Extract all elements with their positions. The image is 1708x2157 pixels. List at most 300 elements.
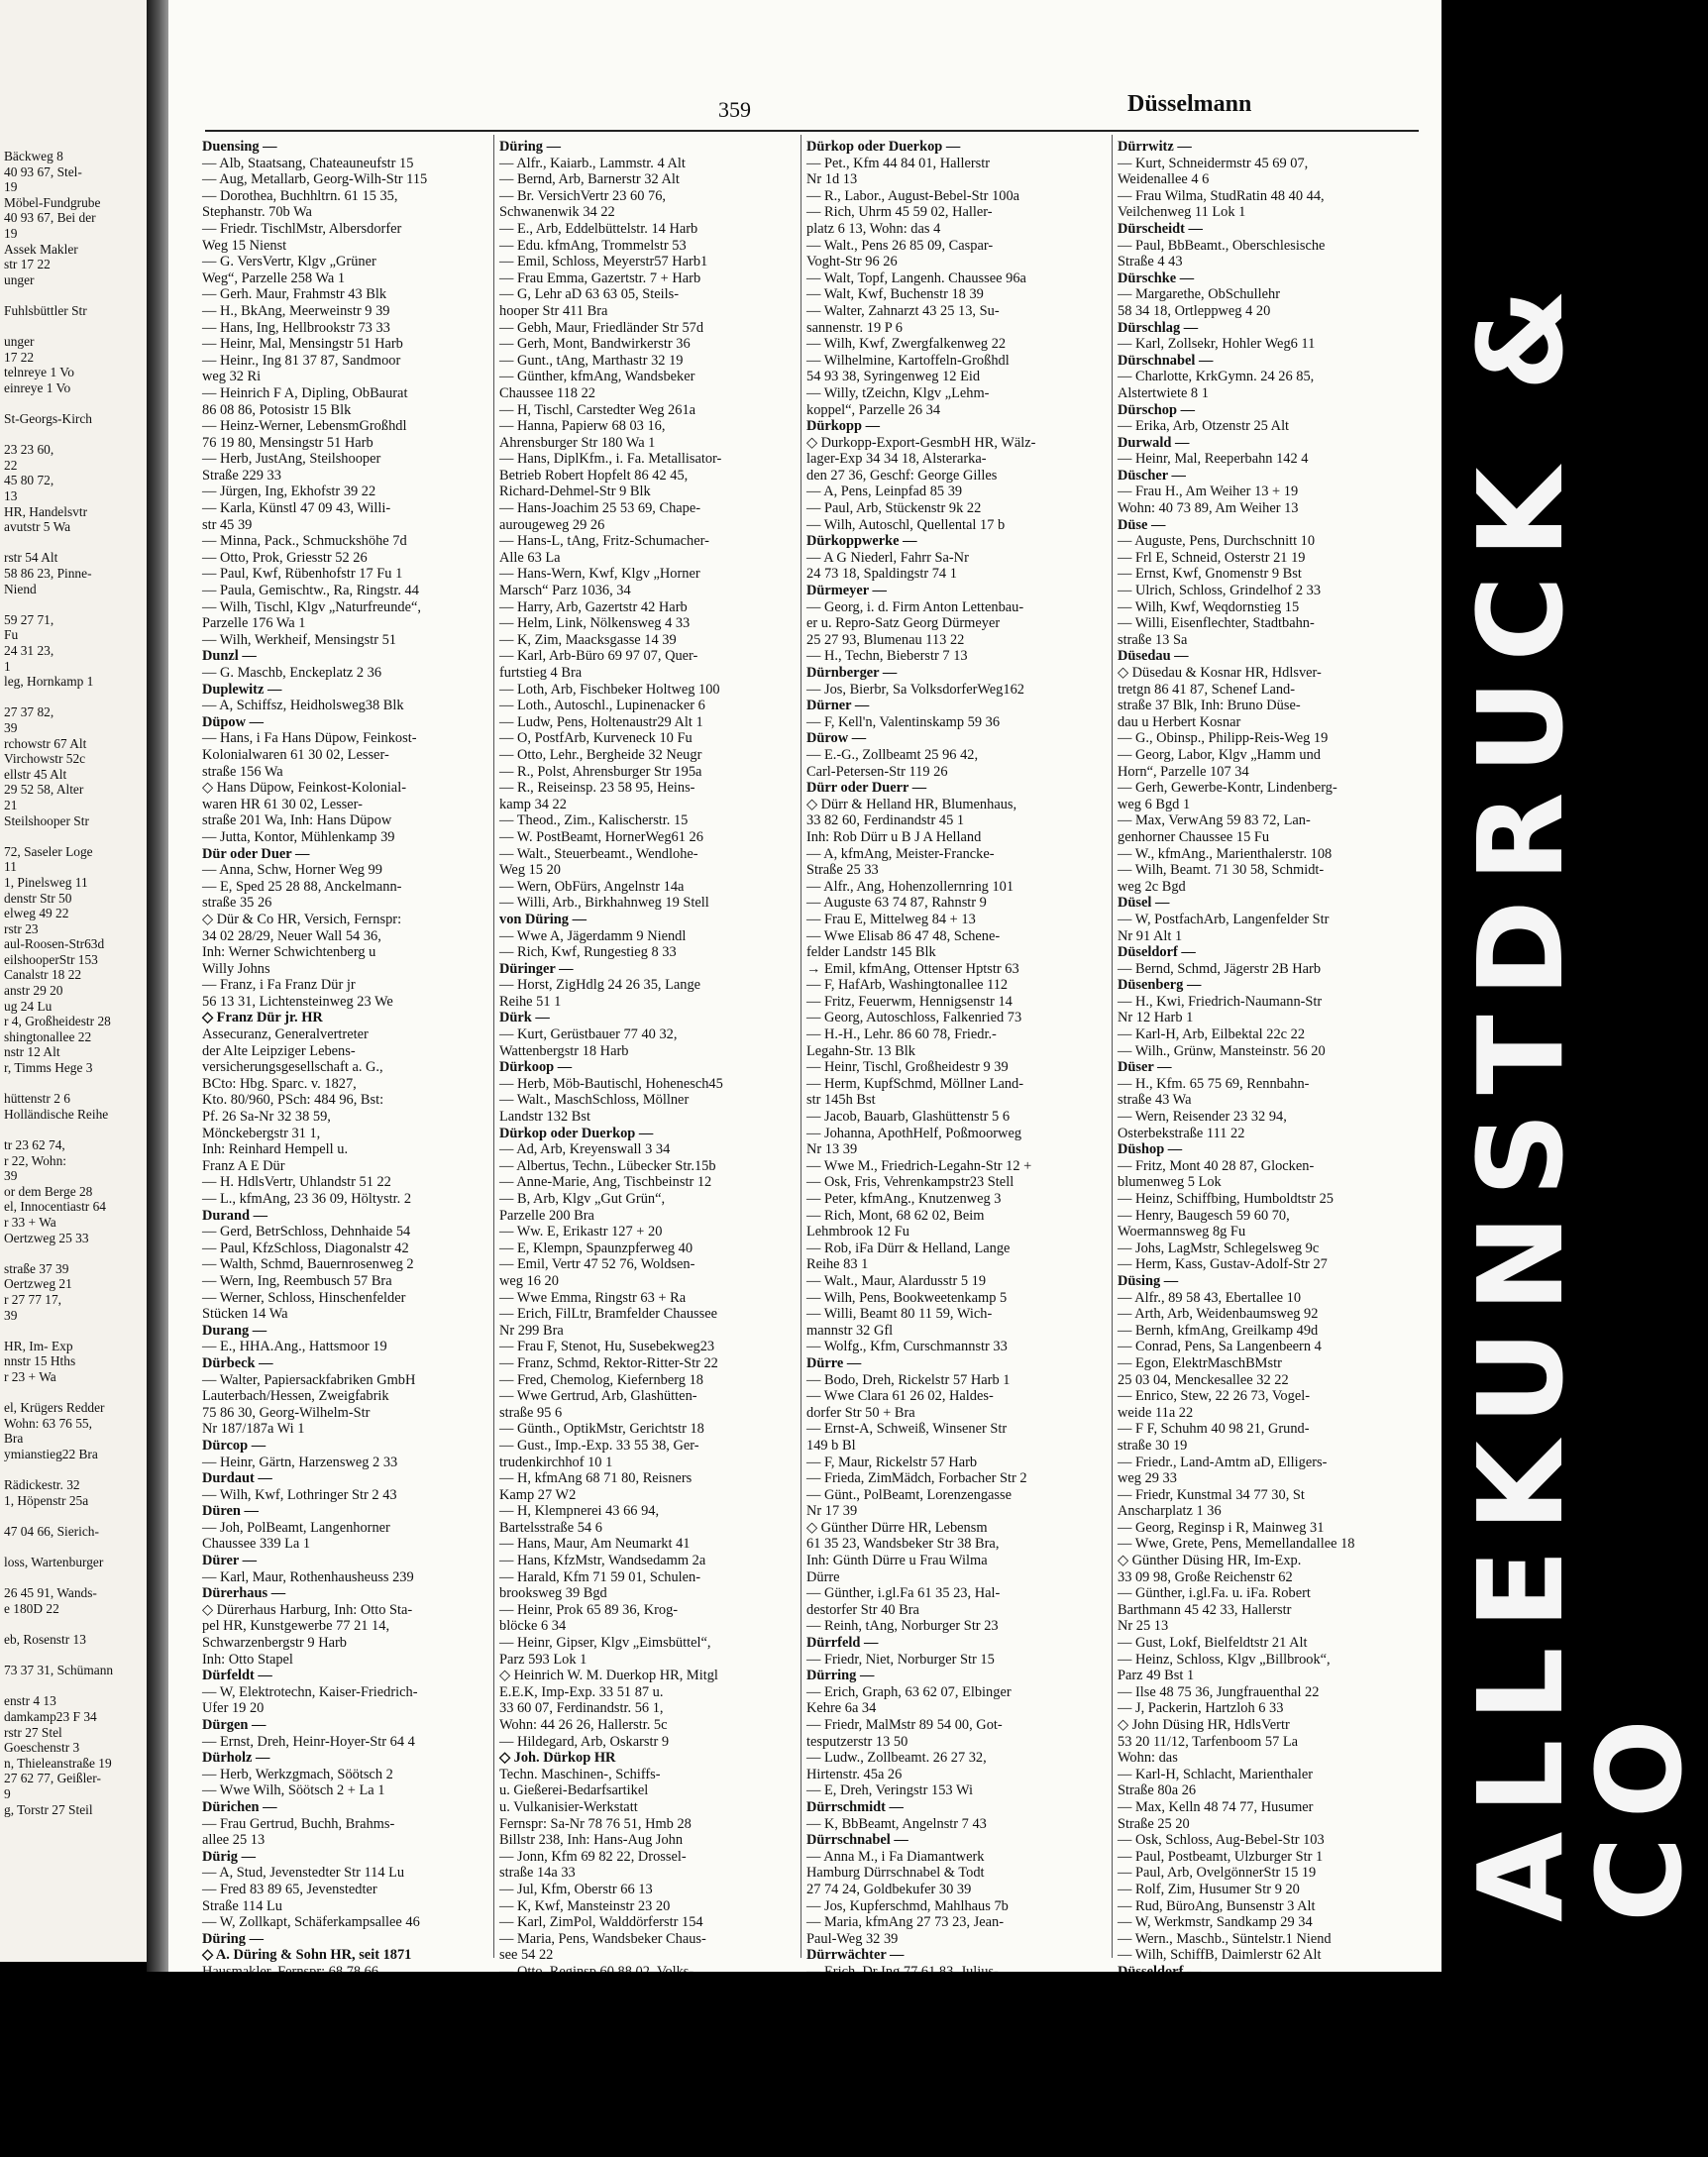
left-page-line: 73 37 31, Schümann bbox=[4, 1663, 114, 1678]
directory-line: — R., Reiseinsp. 23 58 95, Heins- bbox=[499, 780, 695, 797]
directory-line: — Erich, Graph, 63 62 07, Elbinger bbox=[806, 1683, 1012, 1700]
header-rule bbox=[205, 130, 1419, 132]
left-page-line: 9 bbox=[4, 1785, 11, 1801]
directory-line: — Wwe Elisab 86 47 48, Schene- bbox=[806, 927, 1001, 944]
left-page-line: r 27 77 17, bbox=[4, 1291, 62, 1307]
directory-line: — Joh, PolBeamt, Langenhorner bbox=[202, 1519, 390, 1536]
left-page-line bbox=[4, 690, 143, 705]
left-page-line bbox=[4, 396, 143, 412]
directory-line: — Wolfg., Kfm, Curschmannstr 33 bbox=[806, 1339, 1008, 1355]
directory-line: — Harald, Kfm 71 59 01, Schulen- bbox=[499, 1568, 701, 1585]
left-page-line: Holländische Reihe bbox=[4, 1106, 109, 1122]
directory-line: straße 35 26 bbox=[202, 895, 272, 912]
left-page-line bbox=[4, 1648, 143, 1664]
directory-line: — Hans, KfzMstr, Wandsedamm 2a bbox=[499, 1553, 706, 1569]
directory-line: Dürr oder Duerr — bbox=[806, 780, 927, 797]
directory-line: Durand — bbox=[202, 1207, 267, 1224]
left-page-line bbox=[4, 1076, 143, 1092]
directory-line: Dürrschmidt — bbox=[806, 1798, 904, 1815]
directory-line: — Franz, Schmd, Rektor-Ritter-Str 22 bbox=[499, 1354, 718, 1371]
directory-line: — Fritz, Feuerwm, Hennigsenstr 14 bbox=[806, 993, 1013, 1010]
directory-line: Franz A E Dür bbox=[202, 1157, 285, 1174]
directory-line: — Frl E, Schneid, Osterstr 21 19 bbox=[1118, 549, 1306, 566]
directory-line: — Frieda, ZimMädch, Forbacher Str 2 bbox=[806, 1470, 1027, 1487]
directory-line: — Gerh, Mont, Bandwirkerstr 36 bbox=[499, 336, 691, 353]
directory-line: — W, Elektrotechn, Kaiser-Friedrich- bbox=[202, 1683, 418, 1700]
directory-line: ◇ Dürr & Helland HR, Blumenhaus, bbox=[806, 796, 1017, 812]
directory-line: allee 25 13 bbox=[202, 1832, 266, 1849]
left-page-line bbox=[4, 1616, 143, 1632]
directory-line: — Franz, i Fa Franz Dür jr bbox=[202, 977, 356, 994]
directory-line: brooksweg 39 Bgd bbox=[499, 1585, 607, 1602]
directory-line: — Heinr, Mal, Reeperbahn 142 4 bbox=[1118, 451, 1309, 468]
directory-line: — Hans-Wern, Kwf, Klgv „Horner bbox=[499, 566, 700, 583]
directory-line: blöcke 6 34 bbox=[499, 1618, 567, 1635]
directory-line: — Walt., MaschSchloss, Möllner bbox=[499, 1092, 690, 1109]
left-page-line bbox=[4, 427, 143, 443]
directory-line: ◇ Franz Dür jr. HR bbox=[202, 1010, 323, 1026]
directory-line: Düringer — bbox=[499, 960, 574, 977]
directory-line: ◇ Dür & Co HR, Versich, Fernspr: bbox=[202, 911, 402, 927]
directory-line: den 27 36, Geschf: George Gilles bbox=[806, 467, 998, 484]
directory-line: — Rud, BüroAng, Bunsenstr 3 Alt bbox=[1118, 1897, 1316, 1914]
left-page-line bbox=[4, 1245, 143, 1261]
directory-line: — W, PostfachArb, Langenfelder Str bbox=[1118, 911, 1330, 927]
directory-line: — Friedr, MalMstr 89 54 00, Got- bbox=[806, 1717, 1003, 1733]
directory-line: u. Gießerei-Bedarfsartikel bbox=[499, 1782, 649, 1799]
directory-line: — O, PostfArb, Kurveneck 10 Fu bbox=[499, 730, 693, 747]
left-page-line: rstr 23 bbox=[4, 920, 39, 936]
directory-line: — Karl, Arb-Büro 69 97 07, Quer- bbox=[499, 648, 698, 665]
directory-line: — Alfr., Kaiarb., Lammstr. 4 Alt bbox=[499, 155, 686, 171]
directory-line: Weg 15 Nienst bbox=[202, 237, 287, 254]
directory-line: Inh: Günth Dürre u Frau Wilma bbox=[806, 1553, 988, 1569]
directory-line: — Rich, Kwf, Rungestieg 8 33 bbox=[499, 944, 677, 961]
directory-line: — Frau Wilma, StudRatin 48 40 44, bbox=[1118, 187, 1325, 204]
directory-line: Inh: Reinhard Hempell u. bbox=[202, 1141, 349, 1158]
left-page-line: 23 23 60, bbox=[4, 442, 54, 458]
directory-line: blumenweg 5 Lok bbox=[1118, 1174, 1222, 1191]
directory-line: — Walt, Kwf, Buchenstr 18 39 bbox=[806, 286, 984, 303]
directory-line: — Gust, Lokf, Bielfeldtstr 21 Alt bbox=[1118, 1635, 1308, 1652]
left-page-line: 22 bbox=[4, 457, 18, 473]
directory-line: Straße 25 33 bbox=[806, 862, 879, 879]
directory-line: weg 32 Ri bbox=[202, 369, 262, 385]
directory-line: 58 34 18, Ortleppweg 4 20 bbox=[1118, 302, 1271, 319]
directory-line: — Osk, Fris, Vehrenkampstr23 Stell bbox=[806, 1174, 1014, 1191]
directory-line: Nr 13 39 bbox=[806, 1141, 858, 1158]
directory-line: E.E.K, Imp-Exp. 33 51 87 u. bbox=[499, 1683, 664, 1700]
page-edge-printing bbox=[1441, 0, 1708, 1982]
directory-line: — Heinr, Gärtn, Harzensweg 2 33 bbox=[202, 1454, 398, 1470]
left-page-line bbox=[4, 1385, 143, 1401]
directory-line: — Maria, Pens, Wandsbeker Chaus- bbox=[499, 1930, 706, 1947]
directory-line: — Fred 83 89 65, Jevenstedter bbox=[202, 1881, 377, 1897]
directory-line: — Wilh, Werkheif, Mensingstr 51 bbox=[202, 631, 396, 648]
left-page-line: damkamp23 F 34 bbox=[4, 1708, 97, 1724]
directory-line: — Rob, iFa Dürr & Helland, Lange bbox=[806, 1240, 1011, 1256]
directory-line: Duplewitz — bbox=[202, 681, 282, 698]
directory-line: Richard-Dehmel-Str 9 Blk bbox=[499, 484, 651, 500]
left-page-line bbox=[4, 828, 143, 844]
directory-line: Osterbekstraße 111 22 bbox=[1118, 1125, 1245, 1141]
directory-line: ◇ Günther Düsing HR, Im-Exp. bbox=[1118, 1553, 1302, 1569]
directory-line: — Wwe A, Jägerdamm 9 Niendl bbox=[499, 927, 687, 944]
directory-line: ◇ Hans Düpow, Feinkost-Kolonial- bbox=[202, 780, 406, 797]
directory-line: Düsing — bbox=[1118, 1272, 1179, 1289]
directory-line: Assecuranz, Generalvertreter bbox=[202, 1026, 369, 1043]
directory-line: Dürholz — bbox=[202, 1750, 270, 1767]
directory-line: Nr 12 Harb 1 bbox=[1118, 1010, 1194, 1026]
directory-line: Kamp 27 W2 bbox=[499, 1486, 577, 1503]
left-page-line: 39 bbox=[4, 1307, 18, 1323]
directory-line: — Wilh., Grünw, Mansteinstr. 56 20 bbox=[1118, 1042, 1326, 1059]
directory-line: Ufer 19 20 bbox=[202, 1700, 265, 1717]
directory-line: Nr 187/187a Wi 1 bbox=[202, 1421, 305, 1438]
directory-line: — Karl, Zollsekr, Hohler Weg6 11 bbox=[1118, 336, 1316, 353]
directory-line: — Wilh, Kwf, Lothringer Str 2 43 bbox=[202, 1486, 397, 1503]
directory-line: Nr 299 Bra bbox=[499, 1322, 564, 1339]
column-divider bbox=[493, 135, 494, 1958]
directory-line: — Frau F, Stenot, Hu, Susebekweg23 bbox=[499, 1339, 715, 1355]
directory-line: — E., HHA.Ang., Hattsmoor 19 bbox=[202, 1339, 387, 1355]
directory-line: straße 95 6 bbox=[499, 1404, 563, 1421]
left-page-line: Bäckweg 8 bbox=[4, 149, 63, 163]
directory-line: — Walt., Steuerbeamt., Wendlohe- bbox=[499, 845, 698, 862]
directory-line: — Heinz, Schloss, Klgv „Billbrook“, bbox=[1118, 1651, 1331, 1668]
directory-line: BCto: Hbg. Sparc. v. 1827, bbox=[202, 1075, 357, 1092]
directory-line: koppel“, Parzelle 26 34 bbox=[806, 401, 941, 418]
left-page-line: 1, Höpenstr 25a bbox=[4, 1492, 89, 1508]
left-page-line: HR, Handelsvtr bbox=[4, 503, 88, 519]
directory-line: — Osk, Schloss, Aug-Bebel-Str 103 bbox=[1118, 1832, 1325, 1849]
left-page-line: Niend bbox=[4, 581, 37, 596]
directory-line: — Günther, kfmAng, Wandsbeker bbox=[499, 369, 695, 385]
left-page-line: r 23 + Wa bbox=[4, 1368, 56, 1384]
directory-line: — Günther, i.gl.Fa. u. iFa. Robert bbox=[1118, 1585, 1311, 1602]
directory-line: Düsel — bbox=[1118, 895, 1170, 912]
directory-line: — Dorothea, Buchhltrn. 61 15 35, bbox=[202, 187, 398, 204]
directory-line: Techn. Maschinen-, Schiffs- bbox=[499, 1766, 661, 1782]
directory-line: der Alte Leipziger Lebens- bbox=[202, 1042, 356, 1059]
directory-line: — F, Maur, Rickelstr 57 Harb bbox=[806, 1454, 978, 1470]
left-page-line: Wohn: 63 76 55, bbox=[4, 1415, 92, 1431]
directory-line: — F, HafArb, Washingtonallee 112 bbox=[806, 977, 1009, 994]
directory-line: — Wwe Wilh, Söötsch 2 + La 1 bbox=[202, 1782, 385, 1799]
directory-line: — Alfr., Ang, Hohenzollernring 101 bbox=[806, 878, 1014, 895]
directory-line: Dürkop oder Duerkop — bbox=[499, 1125, 654, 1141]
directory-line: straße 201 Wa, Inh: Hans Düpow bbox=[202, 812, 392, 829]
directory-line: — Hanna, Papierw 68 03 16, bbox=[499, 418, 666, 435]
left-page-line: 1 bbox=[4, 658, 11, 674]
directory-line: Nr 91 Alt 1 bbox=[1118, 927, 1183, 944]
directory-line: — Friedr, Niet, Norburger Str 15 bbox=[806, 1651, 995, 1668]
directory-line: — Gebh, Maur, Friedländer Str 57d bbox=[499, 319, 704, 336]
directory-line: ◇ John Düsing HR, HdlsVertr bbox=[1118, 1717, 1290, 1733]
directory-line: Kolonialwaren 61 30 02, Lesser- bbox=[202, 746, 389, 763]
directory-line: Durwald — bbox=[1118, 434, 1190, 451]
directory-line: Straße 114 Lu bbox=[202, 1897, 282, 1914]
directory-line: Marsch“ Parz 1036, 34 bbox=[499, 583, 631, 599]
directory-line: — Heinrich F A, Dipling, ObBaurat bbox=[202, 384, 408, 401]
directory-line: — Karl-H, Arb, Eilbektal 22c 22 bbox=[1118, 1026, 1306, 1043]
directory-line: — Karl, Maur, Rothenhausheuss 239 bbox=[202, 1568, 414, 1585]
directory-line: Alstertwiete 8 1 bbox=[1118, 384, 1209, 401]
directory-line: Dürschop — bbox=[1118, 401, 1195, 418]
directory-line: kamp 34 22 bbox=[499, 796, 567, 812]
left-page-line bbox=[4, 1570, 143, 1586]
directory-line: Chaussee 118 22 bbox=[499, 384, 595, 401]
left-page-line: r 33 + Wa bbox=[4, 1214, 56, 1230]
directory-line: — W., kfmAng., Marienthalerstr. 108 bbox=[1118, 845, 1333, 862]
directory-line: — Walt., Maur, Alardusstr 5 19 bbox=[806, 1272, 987, 1289]
directory-line: mannstr 32 Gfl bbox=[806, 1322, 894, 1339]
directory-line: waren HR 61 30 02, Lesser- bbox=[202, 796, 363, 812]
directory-line: Dürgen — bbox=[202, 1717, 267, 1733]
directory-line: — Karl-H, Schlacht, Marienthaler bbox=[1118, 1766, 1313, 1782]
directory-line: Duensing — bbox=[202, 139, 277, 155]
directory-line: Wattenbergstr 18 Harb bbox=[499, 1042, 629, 1059]
left-page-line: straße 37 39 bbox=[4, 1260, 69, 1276]
left-page-line: Fu bbox=[4, 627, 19, 643]
left-page-line: n, Thieleanstraße 19 bbox=[4, 1755, 112, 1771]
left-page-line bbox=[4, 1508, 143, 1524]
directory-column-1 bbox=[202, 139, 484, 2046]
directory-line: — Günther, i.gl.Fa 61 35 23, Hal- bbox=[806, 1585, 1001, 1602]
directory-line: — G, Lehr aD 63 63 05, Steils- bbox=[499, 286, 680, 303]
directory-line: Dürow — bbox=[806, 730, 867, 747]
directory-line: Schwanenwik 34 22 bbox=[499, 204, 615, 221]
running-head: Düsselmann bbox=[1127, 91, 1252, 117]
directory-line: — Heinr, Tischl, Großheidestr 9 39 bbox=[806, 1059, 1009, 1076]
left-page-line: e 180D 22 bbox=[4, 1600, 59, 1616]
directory-line: Parzelle 200 Bra bbox=[499, 1207, 594, 1224]
directory-line: — Hans, Maur, Am Neumarkt 41 bbox=[499, 1536, 691, 1553]
directory-line: — Loth, Arb, Fischbeker Holtweg 100 bbox=[499, 681, 720, 698]
directory-line: — H, kfmAng 68 71 80, Reisners bbox=[499, 1470, 693, 1487]
directory-line: — Otto, Lehr., Bergheide 32 Neugr bbox=[499, 746, 702, 763]
left-page-line: r 22, Wohn: bbox=[4, 1152, 67, 1168]
directory-line: — H., Kwi, Friedrich-Naumann-Str bbox=[1118, 993, 1323, 1010]
directory-line: — G., Obinsp., Philipp-Reis-Weg 19 bbox=[1118, 730, 1329, 747]
directory-line: Dürkoop — bbox=[499, 1059, 573, 1076]
directory-line: — Margarethe, ObSchullehr bbox=[1118, 286, 1280, 303]
directory-line: — Herb, Werkzgmach, Söötsch 2 bbox=[202, 1766, 393, 1782]
left-page-line: 40 93 67, Bei der bbox=[4, 210, 96, 226]
directory-line: — Jacob, Bauarb, Glashüttenstr 5 6 bbox=[806, 1109, 1011, 1126]
directory-line: Billstr 238, Inh: Hans-Aug John bbox=[499, 1832, 684, 1849]
left-page-line: 19 bbox=[4, 179, 18, 195]
directory-line: Düring — bbox=[202, 1930, 264, 1947]
directory-line: Hamburg Dürrschnabel & Todt bbox=[806, 1865, 985, 1882]
directory-line: — A, Pens, Leinpfad 85 39 bbox=[806, 484, 963, 500]
directory-line: 33 82 60, Ferdinandstr 45 1 bbox=[806, 812, 965, 829]
directory-line: — Friedr, Kunstmal 34 77 30, St bbox=[1118, 1486, 1305, 1503]
directory-line: — H, Tischl, Carstedter Weg 261a bbox=[499, 401, 696, 418]
directory-line: — Hans, DiplKfm., i. Fa. Metallisator- bbox=[499, 451, 722, 468]
directory-line: — K, BbBeamt, Angelnstr 7 43 bbox=[806, 1815, 987, 1832]
directory-line: — Kurt, Schneidermstr 45 69 07, bbox=[1118, 155, 1309, 171]
directory-line: — Walth, Schmd, Bauernrosenweg 2 bbox=[202, 1256, 414, 1273]
directory-line: 86 08 86, Potosistr 15 Blk bbox=[202, 401, 352, 418]
left-page-line: rstr 27 Stel bbox=[4, 1724, 62, 1740]
directory-line: Dürrwitz — bbox=[1118, 139, 1192, 155]
directory-line: — Gerh. Maur, Frahmstr 43 Blk bbox=[202, 286, 387, 303]
directory-line: — Günt., PolBeamt, Lorenzengasse bbox=[806, 1486, 1013, 1503]
left-page-line: hüttenstr 2 6 bbox=[4, 1091, 70, 1107]
directory-line: Düsedau — bbox=[1118, 648, 1189, 665]
directory-line: er u. Repro-Satz Georg Dürmeyer bbox=[806, 615, 1001, 632]
directory-line: 61 35 23, Wandsbeker Str 38 Bra, bbox=[806, 1536, 1000, 1553]
directory-line: — Minna, Pack., Schmuckshöhe 7d bbox=[202, 533, 407, 550]
directory-line: Dürrschnabel — bbox=[806, 1832, 908, 1849]
directory-line: Dürschnabel — bbox=[1118, 352, 1214, 369]
directory-line: — Gust., Imp.-Exp. 33 55 38, Ger- bbox=[499, 1437, 699, 1454]
directory-line: lager-Exp 34 34 18, Alsterarka- bbox=[806, 451, 987, 468]
directory-line: — Pet., Kfm 44 84 01, Hallerstr bbox=[806, 155, 991, 171]
directory-line: Dürfeldt — bbox=[202, 1668, 272, 1684]
directory-line: — Wilh, Tischl, Klgv „Naturfreunde“, bbox=[202, 598, 421, 615]
left-page-line: g, Torstr 27 Steil bbox=[4, 1801, 93, 1817]
directory-line: — Heinz, Schiffbing, Humboldtstr 25 bbox=[1118, 1191, 1334, 1207]
directory-line: — Alfr., 89 58 43, Ebertallee 10 bbox=[1118, 1289, 1302, 1306]
directory-line: — Rich, Uhrm 45 59 02, Haller- bbox=[806, 204, 993, 221]
directory-line: — Bernd, Schmd, Jägerstr 2B Harb bbox=[1118, 960, 1322, 977]
directory-line: weg 16 20 bbox=[499, 1272, 559, 1289]
directory-line: — Heinr, Mal, Mensingstr 51 Harb bbox=[202, 336, 403, 353]
left-page-line bbox=[4, 1461, 143, 1477]
left-page-line bbox=[4, 1539, 143, 1555]
left-page-line: shingtonallee 22 bbox=[4, 1028, 92, 1044]
directory-line: tesputzerstr 13 50 bbox=[806, 1733, 908, 1750]
directory-line: — Herb, JustAng, Steilshooper bbox=[202, 451, 381, 468]
directory-line: — Paul, Postbeamt, Ulzburger Str 1 bbox=[1118, 1848, 1324, 1865]
directory-line: see 54 22 bbox=[499, 1947, 554, 1964]
directory-line: Durdaut — bbox=[202, 1470, 272, 1487]
directory-line: — W, Werkmstr, Sandkamp 29 34 bbox=[1118, 1914, 1313, 1931]
directory-line: straße 43 Wa bbox=[1118, 1092, 1192, 1109]
directory-line: — Wwe, Grete, Pens, Memellandallee 18 bbox=[1118, 1536, 1355, 1553]
left-page-line: aul-Roosen-Str63d bbox=[4, 936, 105, 952]
directory-line: Dürbeck — bbox=[202, 1354, 273, 1371]
directory-line: — Loth., Autoschl., Lupinenacker 6 bbox=[499, 698, 705, 714]
directory-line: — Heinr, Prok 65 89 36, Krog- bbox=[499, 1601, 679, 1618]
left-page-line: el, Innocentiastr 64 bbox=[4, 1199, 106, 1215]
directory-line: Dunzl — bbox=[202, 648, 257, 665]
left-page-line: str 17 22 bbox=[4, 257, 51, 272]
left-page-line: Assek Makler bbox=[4, 241, 78, 257]
directory-line: — Herm, Kass, Gustav-Adolf-Str 27 bbox=[1118, 1256, 1328, 1273]
directory-line: — Rich, Mont, 68 62 02, Beim bbox=[806, 1207, 985, 1224]
directory-line: 53 20 11/12, Tarfenboom 57 La bbox=[1118, 1733, 1299, 1750]
directory-line: — Rolf, Zim, Husumer Str 9 20 bbox=[1118, 1881, 1300, 1897]
directory-line: Dür oder Duer — bbox=[202, 845, 310, 862]
directory-line: Dürre bbox=[806, 1568, 840, 1585]
directory-line: — Günth., OptikMstr, Gerichtstr 18 bbox=[499, 1421, 704, 1438]
left-page-line: leg, Hornkamp 1 bbox=[4, 674, 94, 690]
left-page-line: eilshooperStr 153 bbox=[4, 951, 98, 967]
directory-line: Dürkopp — bbox=[806, 418, 880, 435]
directory-line: Ahrensburger Str 180 Wa 1 bbox=[499, 434, 656, 451]
directory-line: — K, Kwf, Mansteinstr 23 20 bbox=[499, 1897, 671, 1914]
directory-line: — Theod., Zim., Kalischerstr. 15 bbox=[499, 812, 689, 829]
directory-line: — Frau Emma, Gazertstr. 7 + Harb bbox=[499, 270, 701, 286]
directory-line: pel HR, Kunstgewerbe 77 21 14, bbox=[202, 1618, 390, 1635]
directory-line: Dürschke — bbox=[1118, 270, 1195, 286]
directory-line: Landstr 132 Bst bbox=[499, 1109, 590, 1126]
directory-line: Voght-Str 96 26 bbox=[806, 254, 898, 270]
directory-line: Dürichen — bbox=[202, 1798, 277, 1815]
directory-line: — Max, Kelln 48 74 77, Husumer bbox=[1118, 1798, 1314, 1815]
directory-line: Willy Johns bbox=[202, 960, 270, 977]
directory-line: weg 2c Bgd bbox=[1118, 878, 1186, 895]
directory-line: Straße 80a 26 bbox=[1118, 1782, 1197, 1799]
left-page-line: Oertzweg 21 bbox=[4, 1276, 72, 1292]
scan-background bbox=[0, 1972, 1585, 2157]
directory-line: — Georg, Reginsp i R, Mainweg 31 bbox=[1118, 1519, 1325, 1536]
directory-line: — Georg, i. d. Firm Anton Lettenbau- bbox=[806, 598, 1024, 615]
left-page-line: enstr 4 13 bbox=[4, 1693, 56, 1709]
directory-line: — Walter, Papiersackfabriken GmbH bbox=[202, 1371, 416, 1388]
directory-line: Lehmbrook 12 Fu bbox=[806, 1224, 909, 1240]
directory-line: — H. HdlsVertr, Uhlandstr 51 22 bbox=[202, 1174, 391, 1191]
directory-line: 27 74 24, Goldbekufer 30 39 bbox=[806, 1881, 972, 1897]
directory-line: Stücken 14 Wa bbox=[202, 1306, 288, 1323]
left-page-line: loss, Wartenburger bbox=[4, 1555, 104, 1570]
directory-line: — Hans-Joachim 25 53 69, Chape- bbox=[499, 500, 701, 517]
directory-line: Nr 1d 13 bbox=[806, 171, 858, 188]
left-page-line: 29 52 58, Alter bbox=[4, 782, 84, 798]
left-page-line: 39 bbox=[4, 1168, 18, 1184]
left-page-line: 13 bbox=[4, 488, 18, 504]
directory-line: Düsenberg — bbox=[1118, 977, 1202, 994]
directory-line: furtstieg 4 Bra bbox=[499, 665, 583, 681]
directory-line: Kto. 80/960, PSch: 484 96, Bst: bbox=[202, 1092, 384, 1109]
directory-line: — L., kfmAng, 23 36 09, Höltystr. 2 bbox=[202, 1191, 412, 1207]
directory-line: — Werner, Schloss, Hinschenfelder bbox=[202, 1289, 406, 1306]
left-page-line: ug 24 Lu bbox=[4, 998, 53, 1014]
directory-line: — Wwe Emma, Ringstr 63 + Ra bbox=[499, 1289, 687, 1306]
left-page-line bbox=[4, 535, 143, 551]
directory-line: — Gerd, BetrSchloss, Dehnhaide 54 bbox=[202, 1224, 411, 1240]
left-page-line: Möbel-Fundgrube bbox=[4, 194, 101, 210]
directory-line: hooper Str 411 Bra bbox=[499, 302, 608, 319]
directory-line: straße 13 Sa bbox=[1118, 631, 1188, 648]
directory-line: — E., Arb, Eddelbüttelstr. 14 Harb bbox=[499, 220, 698, 237]
directory-line: — R., Polst, Ahrensburger Str 195a bbox=[499, 763, 702, 780]
directory-line: — Willy, tZeichn, Klgv „Lehm- bbox=[806, 384, 990, 401]
directory-line: — Herm, KupfSchmd, Möllner Land- bbox=[806, 1075, 1024, 1092]
directory-line: — Heinr, Gipser, Klgv „Eimsbüttel“, bbox=[499, 1635, 711, 1652]
directory-line: — J, Packerin, Hartzloh 6 33 bbox=[1118, 1700, 1284, 1717]
directory-line: — Wern, Ing, Reembusch 57 Bra bbox=[202, 1272, 392, 1289]
left-page-line: Steilshooper Str bbox=[4, 812, 89, 828]
directory-line: Woermannsweg 8g Fu bbox=[1118, 1224, 1246, 1240]
directory-line: Dürerhaus — bbox=[202, 1585, 286, 1602]
directory-line: — Paul, KfzSchloss, Diagonalstr 42 bbox=[202, 1240, 409, 1256]
directory-line: — Hildegard, Arb, Oskarstr 9 bbox=[499, 1733, 670, 1750]
directory-line: Chaussee 339 La 1 bbox=[202, 1536, 311, 1553]
directory-line: — E.-G., Zollbeamt 25 96 42, bbox=[806, 746, 979, 763]
left-page-line: 11 bbox=[4, 859, 17, 875]
directory-line: — Ernst, Kwf, Gnomenstr 9 Bst bbox=[1118, 566, 1302, 583]
directory-line: straße 30 19 bbox=[1118, 1437, 1188, 1454]
directory-line: — Heinz-Werner, LebensmGroßhdl bbox=[202, 418, 407, 435]
directory-line: — Gunt., tAng, Marthastr 32 19 bbox=[499, 352, 684, 369]
directory-line: — Horst, ZigHdlg 24 26 35, Lange bbox=[499, 977, 701, 994]
left-page-line: nstr 12 Alt bbox=[4, 1044, 60, 1060]
directory-line: Dürner — bbox=[806, 698, 870, 714]
